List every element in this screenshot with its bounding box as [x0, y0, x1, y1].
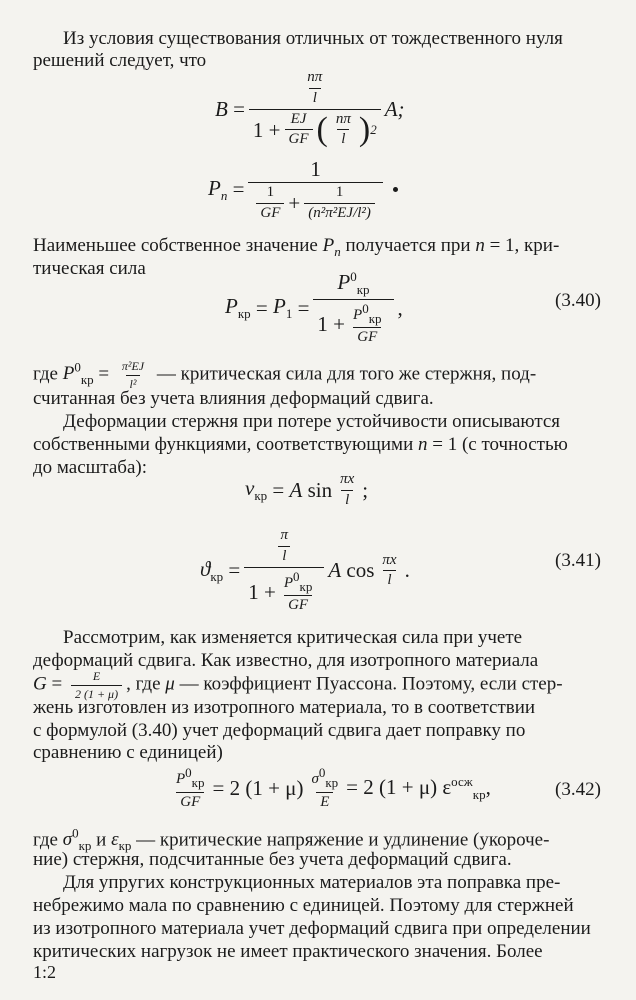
text-line: из изотропного материала учет деформаций сдвига при определении [33, 918, 591, 939]
text-line: Деформации стержня при потере устойчивости описываются [63, 411, 561, 432]
text-line: Рассмотрим, как изменяется критическая сила при учете [63, 627, 523, 648]
text-line: небрежимо мала по сравнению с единицей. Поэтому для стержней [33, 895, 574, 916]
equation-b: B = $\frac{n\pi}{l}$ 1 + $\frac{EJ}{GF}$ ( $\frac{n\pi}{l}$ ) 2 A; [215, 69, 405, 148]
text-line: G = $\frac{E}{2 (1 + \mu)}$ , где μ — коэффициент Пуассона. Поэтому, если стер- [33, 669, 563, 701]
text-line: считанная без учета влияния деформаций сдвига. [33, 388, 434, 409]
text-line: где $\sigma^0_{кр}$ и $\varepsilon_{кр}$ — критические напряжение и удлинение (укороче- [33, 826, 550, 854]
equation-number: (3.41) [555, 550, 601, 571]
text-line: Из условия существования отличных от тождественного нуля [63, 28, 563, 49]
text-line: жень изготовлен из изотропного материала, то в соответствии [33, 697, 536, 718]
text-line: с формулой (3.40) учет деформаций сдвига дает поправку по [33, 720, 526, 741]
text-line: решений следует, что [33, 50, 207, 71]
text-line: Наименьшее собственное значение $P_n$ получается при n = 1, кри- [33, 235, 560, 259]
text-line: где $P^0_{кр}$ = $\frac{\text{π²EJ}}{\text{l²}}$ — критическая сила для того же стержня, под- [33, 359, 537, 391]
text-line: тическая сила [33, 258, 146, 279]
text-line: собственными функциями, соответствующими n = 1 (с точностью [33, 434, 568, 455]
equation-v: $v_{кр}$ = A sin $\frac{\pi x}{l}$ ; [245, 471, 369, 508]
text-line: до масштаба): [33, 457, 147, 478]
equation-number: (3.42) [555, 779, 601, 800]
equation-3-42: $\frac{P^0_{кр}}{GF}$ = 2 (1 + μ) $\frac{\sigma^0_{кр}}{E}$ = 2 (1 + μ) $\varepsilon^{осж}_{кр}$, [176, 765, 491, 810]
text-line: критических нагрузок не имеет практического значения. Более [33, 941, 543, 962]
equation-number: (3.40) [555, 290, 601, 311]
text-line: деформаций сдвига. Как известно, для изотропного материала [33, 650, 539, 671]
page-number: 1:2 [33, 962, 57, 982]
equation-3-40: $P_{кр}$ = $P_1$ = $P^0_{кр}$ 1 + $\frac{P^0_{кр}}{GF}$ , [225, 269, 403, 346]
text-line: ние) стержня, подсчитанные без учета деформаций сдвига. [33, 849, 512, 870]
text-line: Для упругих конструкционных материалов эта поправка пре- [63, 872, 561, 893]
text-line: сравнению с единицей) [33, 742, 223, 763]
equation-pn: $P_n$ = 1 $\frac{1}{GF}$ + $\frac{1}{\text{(n²π²EJ/l²)}}$ [208, 158, 398, 222]
equation-3-41: $ϑ_{кр}$ = $\frac{\pi}{l}$ 1 + $\frac{P^0_{кр}}{GF}$ A cos $\frac{\pi x}{l}$ . [200, 527, 410, 614]
